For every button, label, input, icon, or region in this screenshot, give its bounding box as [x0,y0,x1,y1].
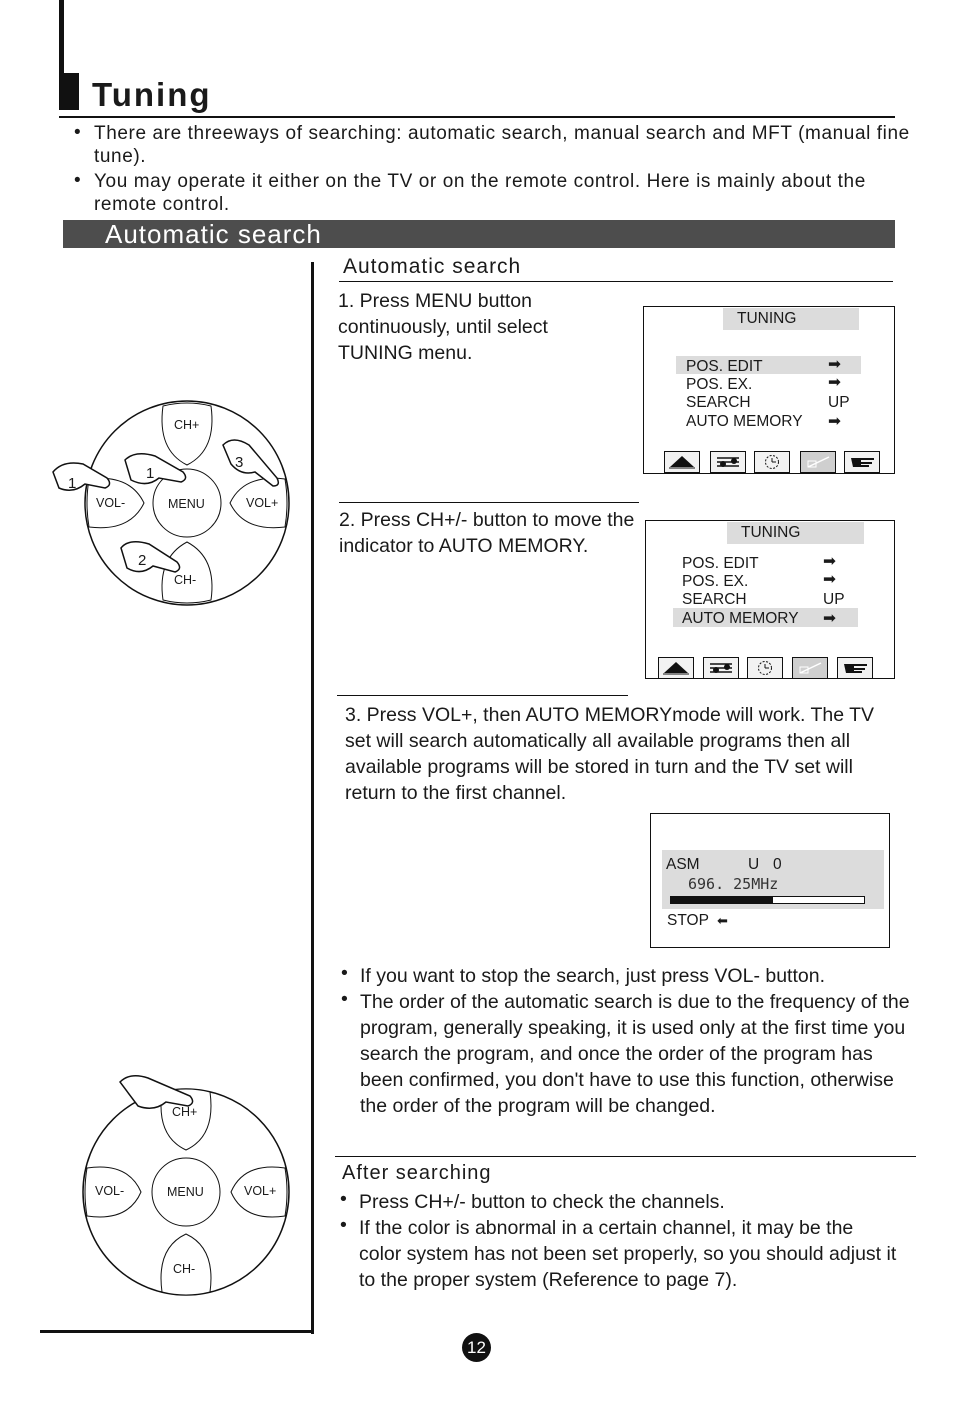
osd-item-label: SEARCH [686,394,751,411]
page-number: 12 [462,1333,491,1362]
remote-diagram-1 [45,390,295,620]
osd-item-label: POS. EX. [686,376,753,393]
osd-item-value: UP [823,591,845,608]
ch-plus-button[interactable]: CH+ [172,1105,198,1119]
step-1-text: 1. Press MENU button continuously, until select TUNING menu. [338,290,548,364]
remote-diagram-2 [78,1070,298,1305]
after-title: After searching [342,1162,492,1184]
picture-icon [664,451,700,473]
step-rule [339,502,639,503]
arrow-right-icon: ➡ [828,374,841,391]
osd-item-label: POS. EX. [682,573,749,590]
clock-icon [747,657,783,679]
vol-minus-button[interactable]: VOL- [96,496,126,510]
notes-list [341,963,911,1119]
asm-band: U [748,856,760,873]
note-item: • If you want to stop the search, just press VOL- button. [341,963,911,989]
osd-item-label: AUTO MEMORY [682,610,799,627]
vol-plus-button[interactable]: VOL+ [244,1184,277,1198]
function-icon [837,657,873,679]
step-3-text: 3. Press VOL+, then AUTO MEMORYmode will work. The TV set will search automatically all available programs then all available programs will be stored in turn and the TV set will return to the first channel. [345,704,875,804]
asm-channel: 0 [773,856,782,873]
column-divider [311,262,314,1334]
stop-label: STOP [667,912,709,929]
vol-plus-button[interactable]: VOL+ [246,496,279,510]
tuning-menu-screen-2 [645,520,895,679]
note-item: • The order of the automatic search is due to the frequency of the program, generally speaking, it is used only at the first time you search the program, and once the order of the program has been confirmed, you don't have to use this function, otherwise the order of the program will be changed. [341,989,911,1119]
page-title: Tuning [92,76,212,113]
osd-item-label: POS. EDIT [686,358,763,375]
auto-memory-screen [650,813,890,948]
ch-plus-button[interactable]: CH+ [174,418,200,432]
function-icon [844,451,880,473]
step-marker: 2 [138,552,147,569]
menu-button[interactable]: MENU [168,497,205,511]
arrow-right-icon: ➡ [823,610,836,627]
osd-item-label: SEARCH [682,591,747,608]
picture-icon [658,657,694,679]
arrow-right-icon: ➡ [828,413,841,430]
osd-title: TUNING [723,308,859,330]
after-item: • Press CH+/- button to check the channels. [340,1189,900,1215]
tuning-icon [792,657,828,679]
search-progress-bar [670,896,865,904]
intro-item: • You may operate it either on the TV or on the remote control. Here is mainly about the remote control. [74,170,934,216]
arrow-right-icon: ➡ [823,571,836,588]
osd-item-label: AUTO MEMORY [686,413,803,430]
sound-icon [703,657,739,679]
intro-list [74,122,934,218]
subsection-title: Automatic search [343,255,522,278]
clock-icon [754,451,790,473]
arrow-right-icon: ➡ [823,553,836,570]
asm-label: ASM [666,856,700,873]
after-rule [335,1156,916,1157]
column-bottom-rule [40,1330,314,1333]
title-underline [59,116,895,118]
after-list [340,1189,900,1293]
step-2-text: 2. Press CH+/- button to move the indicator to AUTO MEMORY. [339,509,635,557]
title-marker [59,73,79,110]
step-marker: 1 [68,475,77,492]
after-item: • If the color is abnormal in a certain channel, it may be the color system has not been set properly, so you should adjust it to the proper system (Reference to page 7). [340,1215,900,1293]
asm-frequency: 696. 25MHz [688,875,779,893]
tuning-icon [800,451,836,473]
vol-minus-button[interactable]: VOL- [95,1184,125,1198]
search-progress-fill [671,897,773,903]
osd-item-value: UP [828,394,850,411]
sound-icon [710,451,746,473]
section-title: Automatic search [105,219,322,249]
step-rule [337,695,628,696]
section-header [63,220,895,248]
step-marker: 1 [146,465,155,482]
step-marker: 3 [235,454,244,471]
arrow-right-icon: ➡ [828,356,841,373]
ch-minus-button[interactable]: CH- [174,573,197,587]
menu-button[interactable]: MENU [167,1185,204,1199]
osd-title: TUNING [727,522,864,544]
subsection-rule [339,281,893,282]
osd-item-label: POS. EDIT [682,555,759,572]
ch-minus-button[interactable]: CH- [173,1262,196,1276]
tuning-menu-screen-1 [643,306,895,474]
arrow-left-icon: ⬅ [717,913,728,928]
intro-item: • There are threeways of searching: automatic search, manual search and MFT (manual fine tune). [74,122,934,168]
